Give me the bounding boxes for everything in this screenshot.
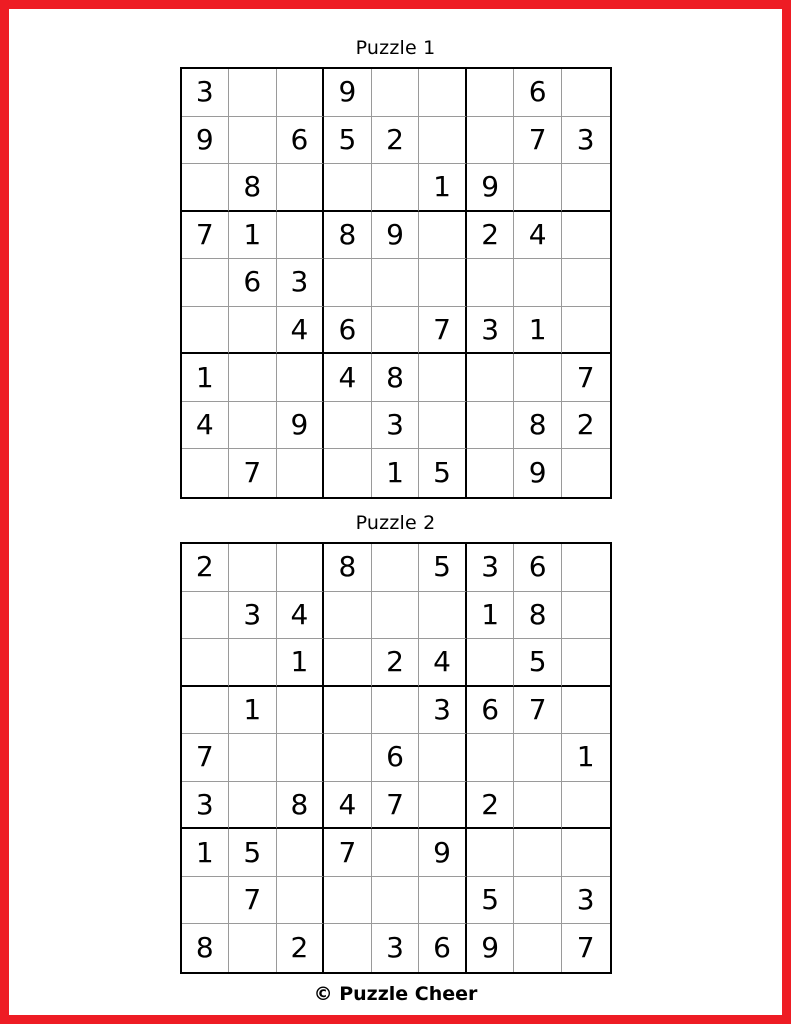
sudoku-cell[interactable]: 9 [182, 117, 230, 165]
sudoku-cell[interactable]: 2 [562, 402, 610, 450]
sudoku-cell[interactable]: 4 [419, 639, 467, 687]
sudoku-cell[interactable] [324, 592, 372, 640]
sudoku-cell[interactable]: 3 [372, 402, 420, 450]
sudoku-cell[interactable]: 8 [277, 782, 325, 830]
sudoku-cell[interactable] [562, 212, 610, 260]
sudoku-cell[interactable]: 7 [229, 449, 277, 497]
sudoku-cell[interactable]: 7 [576, 931, 595, 965]
sudoku-cell[interactable]: 9 [467, 924, 515, 972]
sudoku-cell[interactable]: 2 [372, 639, 420, 687]
sudoku-cell[interactable]: 4 [324, 354, 372, 402]
sudoku-cell[interactable] [467, 69, 515, 117]
sudoku-cell[interactable] [229, 544, 277, 592]
sudoku-cell[interactable] [324, 877, 372, 925]
sudoku-cell[interactable]: 7 [182, 734, 230, 782]
sudoku-cell[interactable]: 3 [182, 782, 230, 830]
sudoku-cell[interactable] [372, 164, 420, 212]
sudoku-cell[interactable]: 2 [277, 924, 325, 972]
sudoku-cell[interactable] [324, 924, 372, 972]
sudoku-cell[interactable] [419, 402, 467, 450]
sudoku-cell[interactable]: 7 [562, 354, 610, 402]
sudoku-cell[interactable]: 7 [514, 687, 562, 735]
sudoku-cell[interactable]: 6 [514, 544, 562, 592]
sudoku-cell[interactable]: 8 [372, 354, 420, 402]
sudoku-cell[interactable] [562, 687, 610, 735]
sudoku-cell[interactable] [562, 307, 610, 355]
sudoku-cell[interactable]: 9 [324, 69, 372, 117]
sudoku-cell[interactable]: 1 [182, 829, 230, 877]
sudoku-cell[interactable]: 8 [229, 164, 277, 212]
sudoku-cell[interactable] [562, 829, 610, 877]
sudoku-cell[interactable]: 1 [277, 639, 325, 687]
sudoku-grid-2[interactable] [180, 542, 612, 974]
sudoku-cell[interactable] [182, 449, 230, 497]
sudoku-cell[interactable] [324, 259, 372, 307]
sudoku-cell[interactable] [562, 544, 610, 592]
sudoku-cell[interactable] [419, 212, 467, 260]
page-content [9, 9, 782, 1015]
sudoku-cell[interactable] [324, 734, 372, 782]
sudoku-cell[interactable]: 3 [562, 877, 610, 925]
sudoku-cell[interactable]: 6 [324, 307, 372, 355]
sudoku-cell[interactable]: 6 [277, 117, 325, 165]
sudoku-cell[interactable] [514, 354, 562, 402]
sudoku-cell[interactable]: 4 [514, 212, 562, 260]
sudoku-cell[interactable]: 6 [514, 69, 562, 117]
sudoku-cell[interactable]: 7 [182, 212, 230, 260]
sudoku-cell[interactable] [514, 164, 562, 212]
sudoku-cell[interactable]: 4 [277, 592, 325, 640]
sudoku-cell[interactable]: 9 [467, 164, 515, 212]
sudoku-cell[interactable]: 3 [467, 544, 515, 592]
sudoku-cell[interactable]: 3 [419, 687, 467, 735]
sudoku-cell[interactable] [229, 354, 277, 402]
puzzle-2-title: Puzzle 2 [355, 512, 436, 534]
sudoku-cell[interactable]: 8 [324, 544, 372, 592]
sudoku-cell[interactable] [562, 164, 610, 212]
sudoku-cell[interactable] [372, 829, 420, 877]
sudoku-cell[interactable]: 7 [229, 877, 277, 925]
sudoku-cell[interactable] [467, 829, 515, 877]
sudoku-cell[interactable]: 1 [182, 354, 230, 402]
sudoku-cell[interactable]: 7 [324, 829, 372, 877]
sudoku-cell[interactable] [372, 544, 420, 592]
sudoku-cell[interactable] [467, 639, 515, 687]
sudoku-cell[interactable] [419, 592, 467, 640]
sudoku-cell[interactable]: 8 [514, 592, 562, 640]
sudoku-cell[interactable] [277, 212, 325, 260]
footer-copyright: © Puzzle Cheer [313, 983, 478, 1005]
sudoku-cell[interactable]: 5 [514, 639, 562, 687]
sudoku-cell[interactable]: 5 [467, 877, 515, 925]
sudoku-cell[interactable] [324, 639, 372, 687]
sudoku-cell[interactable] [277, 544, 325, 592]
sudoku-cell[interactable] [419, 69, 467, 117]
sudoku-cell[interactable]: 9 [419, 829, 467, 877]
sudoku-cell[interactable]: 9 [372, 212, 420, 260]
sudoku-cell[interactable] [277, 69, 325, 117]
sudoku-cell[interactable] [419, 782, 467, 830]
sudoku-cell[interactable] [229, 639, 277, 687]
sudoku-cell[interactable] [372, 259, 420, 307]
sudoku-cell[interactable] [562, 259, 610, 307]
sudoku-cell[interactable] [562, 69, 610, 117]
sudoku-cell[interactable] [277, 877, 325, 925]
sudoku-cell[interactable] [562, 449, 610, 497]
sudoku-cell[interactable] [182, 307, 230, 355]
sudoku-cell[interactable] [372, 307, 420, 355]
sudoku-cell[interactable] [467, 402, 515, 450]
puzzle-1-title: Puzzle 1 [355, 37, 436, 59]
sudoku-cell[interactable] [562, 592, 610, 640]
sudoku-cell[interactable] [467, 449, 515, 497]
sudoku-cell[interactable] [467, 734, 515, 782]
sudoku-cell[interactable] [229, 924, 277, 972]
sudoku-cell[interactable] [419, 259, 467, 307]
sudoku-cell[interactable]: 8 [182, 924, 230, 972]
sudoku-cell[interactable] [182, 687, 230, 735]
sudoku-cell[interactable] [182, 259, 230, 307]
sudoku-cell[interactable] [277, 164, 325, 212]
sudoku-cell[interactable]: 3 [562, 117, 610, 165]
sudoku-grid-1[interactable] [180, 67, 612, 499]
sudoku-cell[interactable]: 9 [514, 449, 562, 497]
sudoku-cell[interactable] [182, 639, 230, 687]
sudoku-cell[interactable]: 7 [372, 782, 420, 830]
sudoku-cell[interactable]: 2 [372, 117, 420, 165]
sudoku-cell[interactable]: 3 [467, 307, 515, 355]
sudoku-cell[interactable]: 6 [372, 734, 420, 782]
sudoku-cell[interactable] [419, 117, 467, 165]
sudoku-cell[interactable]: 7 [514, 117, 562, 165]
sudoku-cell[interactable]: 2 [182, 544, 230, 592]
sudoku-cell[interactable] [229, 69, 277, 117]
sudoku-cell[interactable]: 3 [229, 592, 277, 640]
sudoku-cell[interactable] [419, 354, 467, 402]
sudoku-cell[interactable]: 4 [324, 782, 372, 830]
sudoku-cell[interactable]: 6 [419, 924, 467, 972]
sudoku-cell[interactable] [562, 782, 610, 830]
sudoku-cell[interactable] [514, 924, 562, 972]
sudoku-cell[interactable] [514, 782, 562, 830]
sudoku-cell[interactable] [324, 402, 372, 450]
sudoku-cell[interactable] [514, 829, 562, 877]
sudoku-cell[interactable]: 8 [514, 402, 562, 450]
sudoku-cell[interactable]: 6 [229, 259, 277, 307]
sudoku-cell[interactable] [277, 829, 325, 877]
sudoku-cell[interactable] [277, 734, 325, 782]
sudoku-cell[interactable] [229, 402, 277, 450]
sudoku-cell[interactable]: 1 [514, 307, 562, 355]
sudoku-cell[interactable] [182, 592, 230, 640]
sudoku-cell[interactable] [419, 734, 467, 782]
sudoku-cell[interactable] [467, 354, 515, 402]
sudoku-cell[interactable] [467, 117, 515, 165]
sudoku-cell[interactable] [514, 877, 562, 925]
sudoku-cell[interactable] [514, 734, 562, 782]
sudoku-cell[interactable]: 3 [277, 259, 325, 307]
sudoku-cell[interactable] [324, 164, 372, 212]
sudoku-cell[interactable]: 3 [372, 924, 420, 972]
sudoku-cell[interactable]: 1 [562, 734, 610, 782]
sudoku-cell[interactable] [419, 877, 467, 925]
sudoku-cell[interactable]: 3 [182, 69, 230, 117]
sudoku-cell[interactable] [277, 687, 325, 735]
sudoku-cell[interactable] [277, 449, 325, 497]
sudoku-cell[interactable]: 1 [229, 212, 277, 260]
sudoku-cell[interactable]: 1 [467, 592, 515, 640]
sudoku-cell[interactable] [514, 259, 562, 307]
sudoku-cell[interactable] [229, 734, 277, 782]
sudoku-cell[interactable] [324, 687, 372, 735]
sudoku-cell[interactable] [229, 117, 277, 165]
sudoku-cell[interactable] [182, 164, 230, 212]
sudoku-cell[interactable]: 4 [182, 402, 230, 450]
sudoku-cell[interactable]: 9 [277, 402, 325, 450]
sudoku-cell[interactable] [372, 592, 420, 640]
sudoku-cell[interactable]: 2 [467, 782, 515, 830]
sudoku-cell[interactable]: 5 [419, 449, 467, 497]
sudoku-cell[interactable]: 1 [419, 164, 467, 212]
sudoku-cell[interactable]: 2 [467, 212, 515, 260]
sudoku-cell[interactable] [324, 449, 372, 497]
sudoku-cell[interactable]: 1 [229, 687, 277, 735]
sudoku-cell[interactable]: 7 [419, 307, 467, 355]
sudoku-cell[interactable] [229, 782, 277, 830]
sudoku-cell[interactable] [467, 259, 515, 307]
sudoku-cell[interactable]: 1 [372, 449, 420, 497]
sudoku-cell[interactable] [229, 307, 277, 355]
sudoku-cell[interactable]: 5 [419, 544, 467, 592]
sudoku-cell[interactable] [277, 354, 325, 402]
sudoku-cell[interactable] [372, 69, 420, 117]
sudoku-cell[interactable]: 6 [467, 687, 515, 735]
sudoku-cell[interactable] [182, 877, 230, 925]
sudoku-cell[interactable] [372, 877, 420, 925]
sudoku-cell[interactable]: 4 [277, 307, 325, 355]
sudoku-cell[interactable] [372, 687, 420, 735]
sudoku-cell[interactable]: 8 [324, 212, 372, 260]
sudoku-cell[interactable] [562, 639, 610, 687]
sudoku-cell[interactable]: 5 [324, 117, 372, 165]
sudoku-cell[interactable]: 5 [229, 829, 277, 877]
